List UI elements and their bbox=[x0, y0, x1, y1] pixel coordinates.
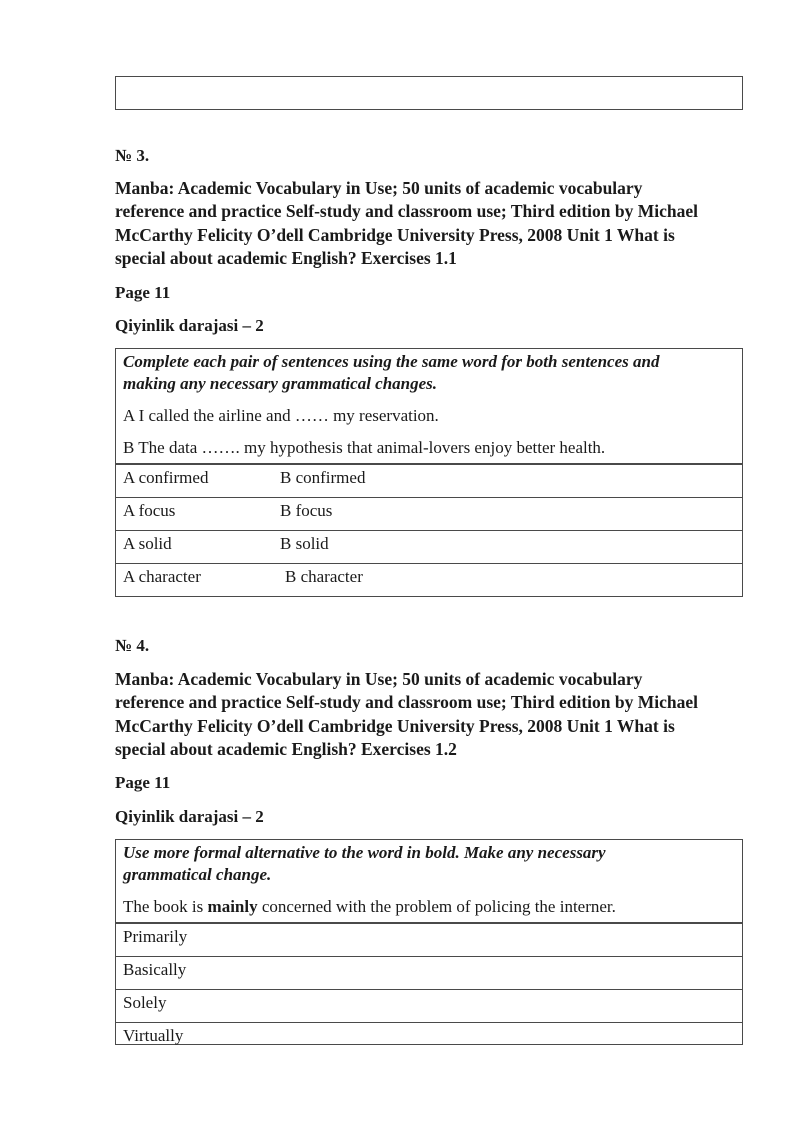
option-b-text: B character bbox=[285, 567, 363, 586]
source-line: McCarthy Felicity O’dell Cambridge University Press, 2008 Unit 1 What is bbox=[115, 715, 675, 736]
difficulty-level: Qiyinlik darajasi – 2 bbox=[115, 316, 264, 335]
task-number: № 4. bbox=[115, 636, 150, 655]
option-a-text: A confirmed bbox=[123, 468, 209, 487]
instruction-line: Complete each pair of sentences using the same word for both sentences and bbox=[123, 352, 660, 371]
source-line: Manba: Academic Vocabulary in Use; 50 units of academic vocabulary bbox=[115, 178, 643, 198]
option-b-text: B solid bbox=[280, 534, 329, 553]
option-a-text: A solid bbox=[123, 534, 172, 553]
difficulty-level: Qiyinlik darajasi – 2 bbox=[115, 807, 264, 826]
question-stem bbox=[123, 896, 735, 918]
question-table-4 bbox=[115, 839, 743, 1045]
task-4-source bbox=[115, 668, 743, 761]
option-text: Solely bbox=[123, 993, 167, 1012]
answer-option[interactable] bbox=[116, 989, 742, 1022]
question-header bbox=[116, 840, 742, 923]
source-line: Manba: Academic Vocabulary in Use; 50 units of academic vocabulary bbox=[115, 669, 643, 689]
task-4 bbox=[115, 635, 743, 657]
task-3-page bbox=[115, 282, 743, 304]
answer-option[interactable] bbox=[116, 1022, 742, 1044]
stem-text-before: The book is bbox=[123, 897, 208, 916]
source-line: reference and practice Self-study and classroom use; Third edition by Michael bbox=[115, 692, 698, 713]
source-line: reference and practice Self-study and classroom use; Third edition by Michael bbox=[115, 201, 698, 222]
question-header bbox=[116, 349, 742, 464]
task-3-difficulty bbox=[115, 315, 743, 337]
option-b-text: B focus bbox=[280, 501, 333, 520]
task-4-difficulty bbox=[115, 806, 743, 828]
sentence-b: B The data ……. my hypothesis that animal-lovers enjoy better health. bbox=[123, 438, 606, 457]
task-4-page bbox=[115, 772, 743, 794]
question-table-3 bbox=[115, 348, 743, 597]
source-line: McCarthy Felicity O’dell Cambridge University Press, 2008 Unit 1 What is bbox=[115, 224, 675, 245]
answer-option[interactable] bbox=[116, 956, 742, 989]
task-3 bbox=[115, 145, 743, 167]
instruction-line: grammatical change. bbox=[123, 865, 272, 884]
option-text: Basically bbox=[123, 960, 187, 979]
task-number: № 3. bbox=[115, 146, 150, 165]
answer-option[interactable] bbox=[116, 923, 742, 956]
option-a-text: A focus bbox=[123, 501, 176, 520]
option-b-text: B confirmed bbox=[280, 468, 366, 487]
source-line: special about academic English? Exercises 1.1 bbox=[115, 247, 457, 268]
instruction-line: Use more formal alternative to the word in bold. Make any necessary bbox=[123, 843, 606, 862]
page-reference: Page 11 bbox=[115, 773, 171, 792]
stem-bold-word: mainly bbox=[207, 897, 258, 916]
option-text: Virtually bbox=[123, 1026, 184, 1045]
instruction-line: making any necessary grammatical changes. bbox=[123, 374, 438, 393]
sentence-a: A I called the airline and …… my reservation. bbox=[123, 406, 439, 425]
empty-answer-box bbox=[115, 76, 743, 110]
task-3-source bbox=[115, 177, 743, 270]
option-text: Primarily bbox=[123, 927, 188, 946]
source-line: special about academic English? Exercises 1.2 bbox=[115, 738, 457, 759]
stem-text-after: concerned with the problem of policing the interner. bbox=[257, 897, 616, 916]
page-reference: Page 11 bbox=[115, 283, 171, 302]
answer-option[interactable] bbox=[116, 497, 742, 530]
answer-option[interactable] bbox=[116, 563, 742, 596]
answer-option[interactable] bbox=[116, 464, 742, 497]
option-a-text: A character bbox=[123, 567, 201, 586]
answer-option[interactable] bbox=[116, 530, 742, 563]
